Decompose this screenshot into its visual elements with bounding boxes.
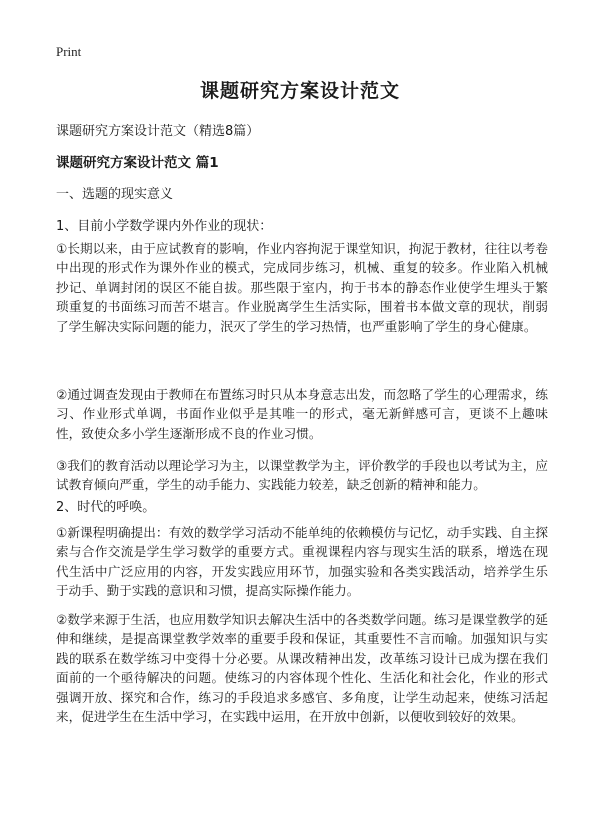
paragraph: ①新课程明确提出：有效的数学学习活动不能单纯的依赖模仿与记忆，动手实践、自主探索与合作交流是学生学习数学的重要方式。重视课程内容与现实生活的联系，增选在现代生活中广泛应用的内容，开发实践应用环节，加强实验和各类实践活动，培养学生乐于动手、勤于实践的意识和习惯，提高实际操作能力。 [56, 525, 548, 599]
paragraph: ①长期以来，由于应试教育的影响，作业内容拘泥于课堂知识，拘泥于教材，往往以考卷中出现的形式作为课外作业的模式，完成同步练习，机械、重复的较多。作业陷入机械抄记、单调封闭的误区不能自拔。那些限于室内，拘于书本的静态作业使学生埋头于繁琐重复的书面练习而苦不堪言。作业脱离学生生活实际，围着书本做文章的现状，削弱了学生解决实际问题的能力，泯灭了学生的学习热情，也严重影响了学生的身心健康。 [56, 241, 548, 334]
list-item-heading: 2、时代的呼唤。 [56, 500, 156, 515]
print-link[interactable]: Print [56, 44, 82, 59]
section-heading: 课题研究方案设计范文 篇1 [56, 155, 219, 171]
paragraph: ②数学来源于生活，也应用数学知识去解决生活中的各类数学问题。练习是课堂教学的延伸和继续，是提高课堂教学效率的重要手段和保证，其重要性不言而喻。加强知识与实践的联系在数学练习中变得十分必要。从课改精神出发，改革练习设计已成为摆在我们面前的一个亟待解决的问题。使练习的内容体现个性化、生活化和社会化，作业的形式强调开放、探究和合作，练习的手段追求多感官、多角度，让学生动起来，使练习活起来，促进学生在生活中学习，在实践中运用，在开放中创新，以便收到较好的效果。 [56, 612, 548, 725]
paragraph: ②通过调查发现由于教师在布置练习时只从本身意志出发，而忽略了学生的心理需求，练习、作业形式单调，书面作业似乎是其唯一的形式，毫无新鲜感可言，更谈不上趣味性，致使众多小学生逐渐形成不良的作业习惯。 [56, 387, 548, 441]
list-item-heading: 1、目前小学数学课内外作业的现状： [56, 219, 273, 234]
paragraph: ③我们的教育活动以理论学习为主，以课堂教学为主，评价教学的手段也以考试为主，应试教育倾向严重，学生的动手能力、实践能力较差，缺乏创新的精神和能力。 [56, 458, 548, 493]
document-subtitle: 课题研究方案设计范文（精选8篇） [56, 124, 260, 139]
outline-heading: 一、选题的现实意义 [56, 187, 174, 202]
page-title: 课题研究方案设计范文 [199, 80, 400, 102]
